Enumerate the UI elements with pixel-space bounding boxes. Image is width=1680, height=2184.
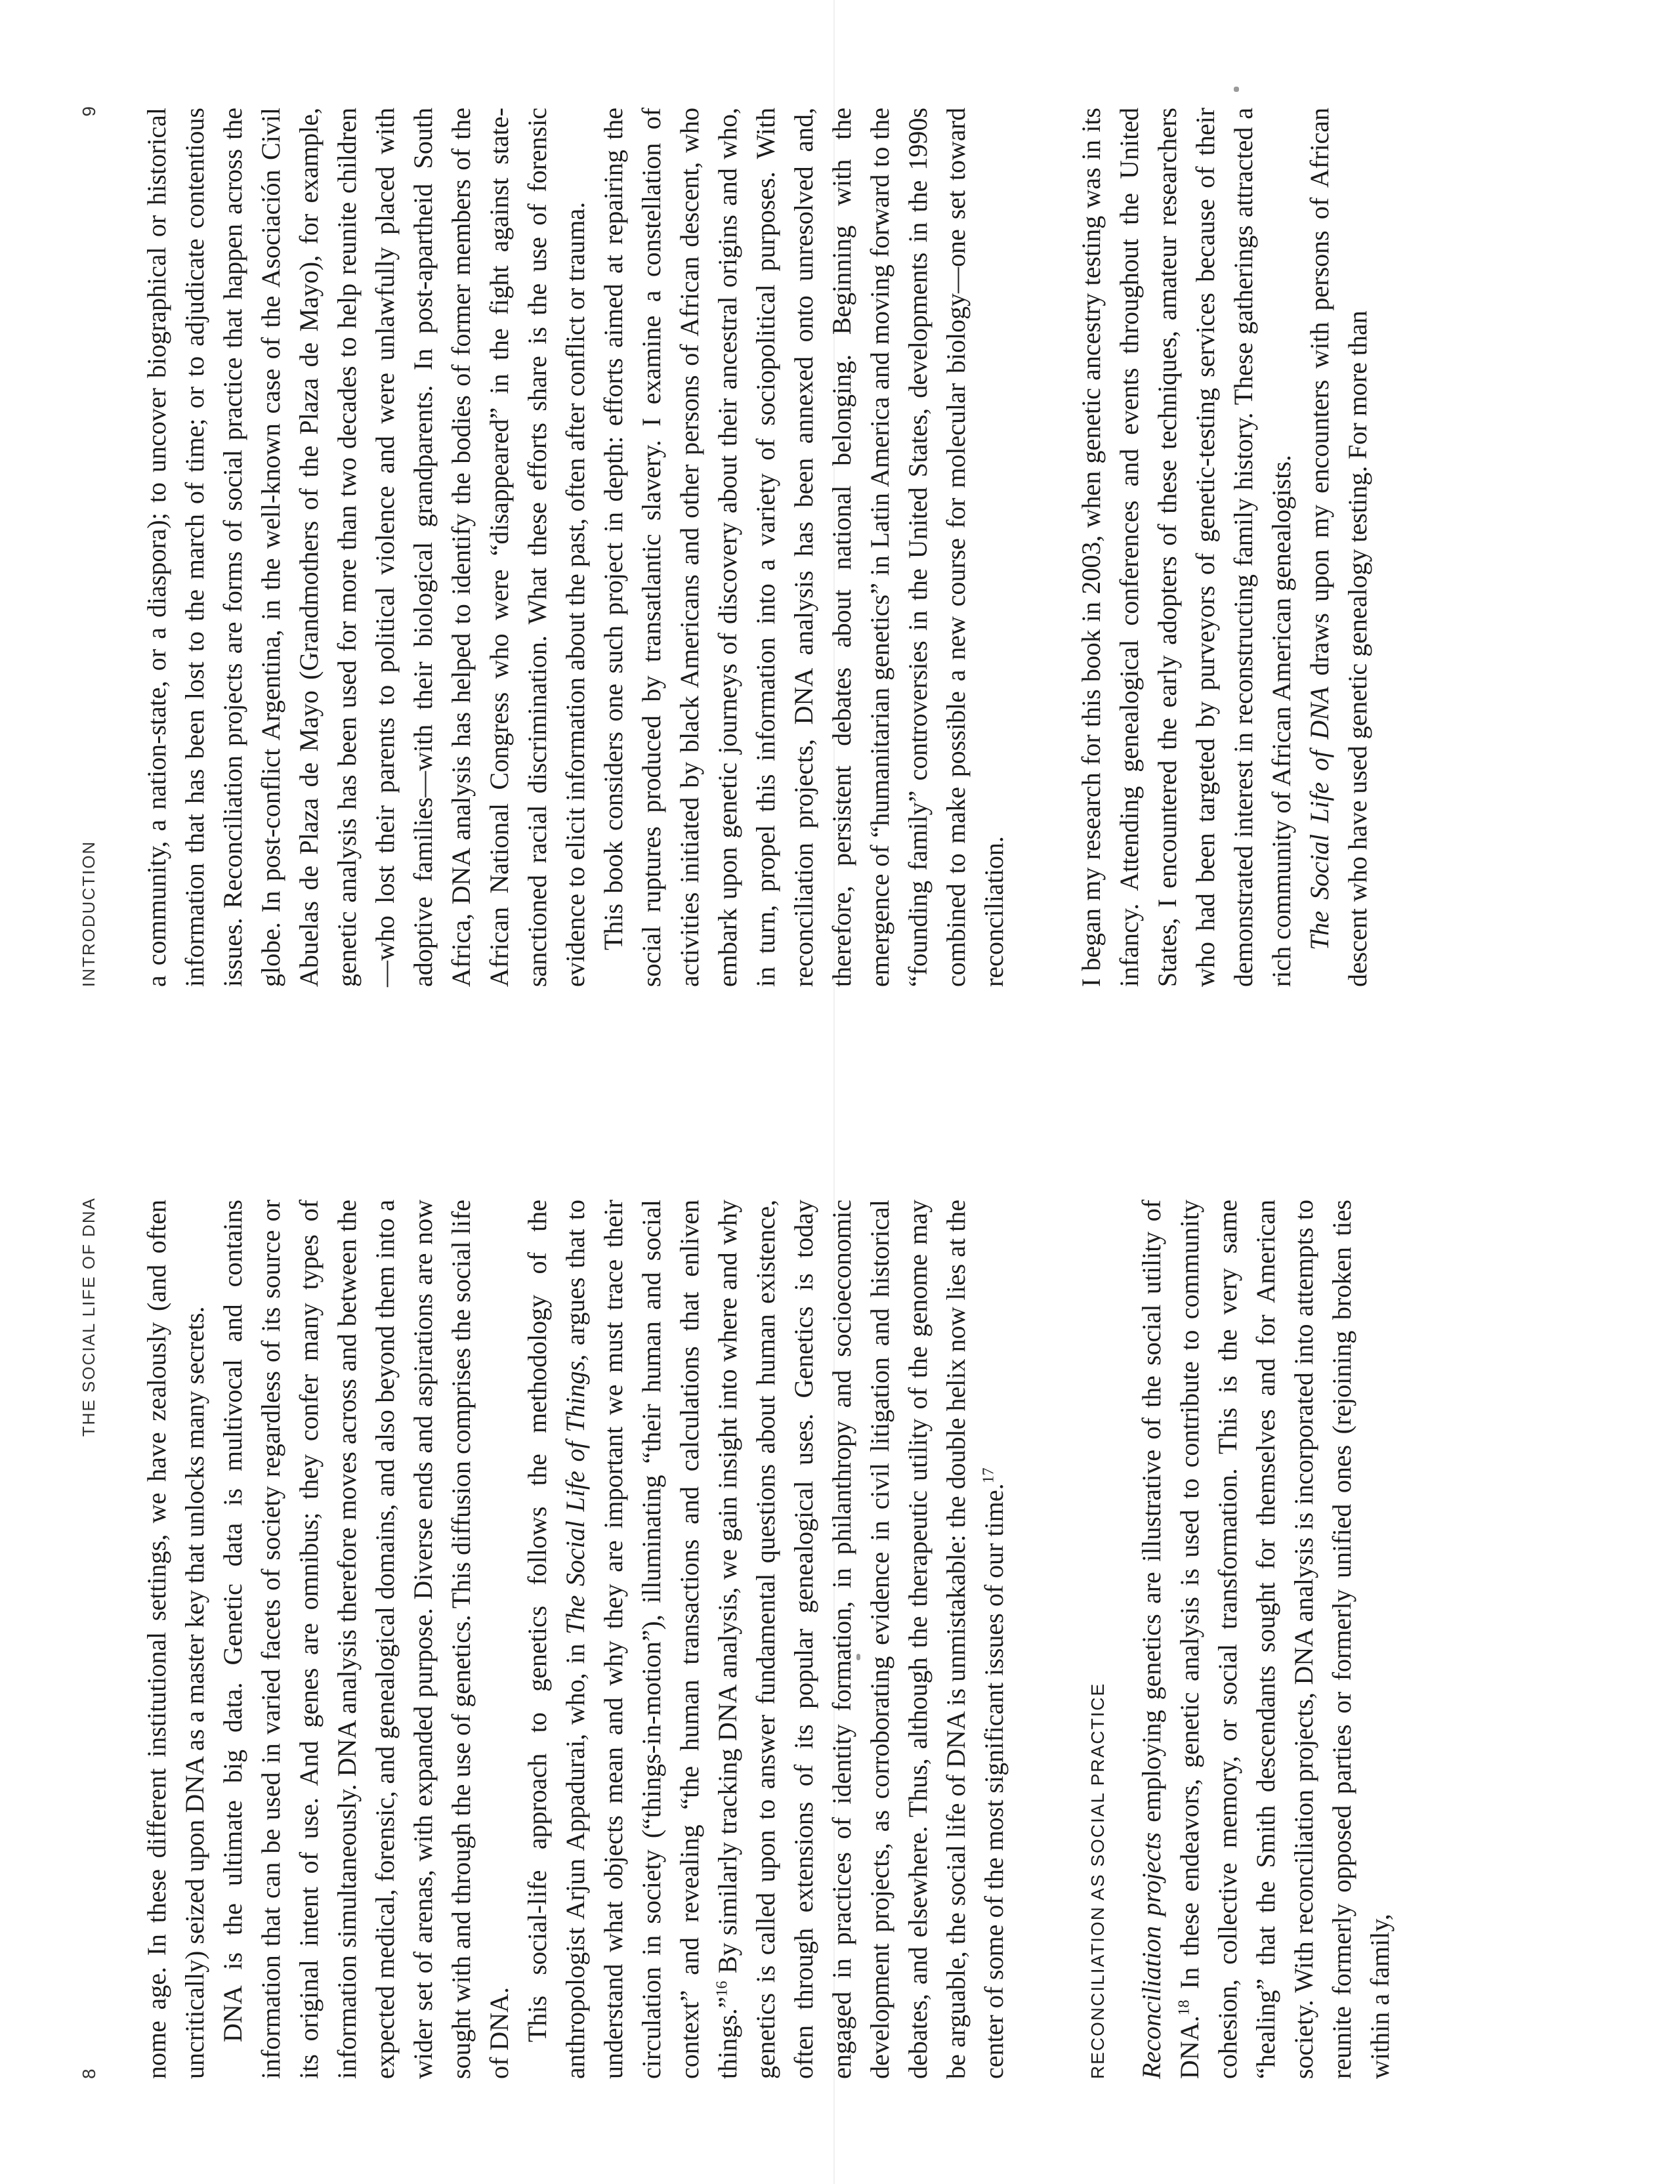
footnote-marker: 16: [713, 1981, 731, 1997]
running-head: [79, 105, 105, 987]
body-text: [138, 1200, 1399, 2079]
text-run: employing genetics are illustrative of the social utility of DNA.: [1137, 1200, 1204, 2079]
text-run: , argues that to understand what objects mean and why they are important we must trace their circulation in society (“things-in-motion”), illuminating “their human and social context” and revealing “the human transactions and calculations that enliven things.”: [560, 1199, 742, 2079]
paragraph: [1133, 1200, 1399, 2079]
running-head: [79, 1197, 105, 2079]
book-title: The Social Life of DNA: [1305, 686, 1334, 950]
body-text: [138, 108, 1377, 987]
left-page: [0, 1092, 1680, 2184]
paragraph: This book considers one such project in depth: efforts aimed at repairing the social ruptures produced by transatlantic slavery. I examine a constellation of activities initiated by black Americans and other persons of African descent, who embark upon genetic journeys of discovery about their ancestral origins and who, in turn, propel this information into a variety of sociopolitical purposes. With reconciliation projects, DNA analysis has been annexed onto unresolved and, therefore, persistent debates about national belonging. Beginning with the emergence of “humanitarian genetics” in Latin America and moving forward to the “founding family” controversies in the United States, developments in the 1990s combined to make possible a new course for molecular biology—one set toward reconciliation.: [598, 108, 1009, 987]
book-title: The Social Life of Things: [560, 1360, 590, 1635]
footnote-marker: 17: [980, 1467, 998, 1484]
paragraph: [518, 1200, 1013, 2079]
text-run: draws upon my encounters with persons of African descent who have used genetic genealogy testing. For more than: [1305, 108, 1372, 987]
page-number: 8: [79, 2067, 99, 2079]
running-head-title: THE SOCIAL LIFE OF DNA: [79, 1197, 98, 1437]
paragraph: nome age. In these different institutional settings, we have zealously (and often uncritically) seized upon DNA as a master key that unlocks many secrets.: [142, 1200, 209, 2079]
text-run: This social-life approach to genetics follows the methodology of the anthropologist Arjun Appadurai, who, in: [522, 1200, 590, 2079]
footnote-marker: 18: [1175, 2000, 1193, 2016]
emphasis: Reconciliation projects: [1137, 1832, 1166, 2079]
section-break: [1013, 108, 1072, 987]
text-run: In these endeavors, genetic analysis is used to contribute to community cohesion, collective memory, or social transformation. This is the very same “healing” that the Smith descendants sought for themselves and for American society. With reconciliation projects, DNA analysis is incorporated into attempts to reunite formerly opposed parties or formerly unified ones (rejoining broken ties within a family,: [1175, 1200, 1395, 2079]
running-head-title: INTRODUCTION: [79, 840, 98, 987]
paragraph: [1301, 108, 1377, 987]
paragraph: a community, a nation-state, or a diaspora); to uncover biographical or historical information that has been lost to the march of time; or to adjudicate contentious issues. Reconciliation projects are forms of social practice that happen across the globe. In post-conflict Argentina, in the well-known case of the Asociación Civil Abuelas de Plaza de Mayo (Grandmothers of the Plaza de Mayo), for example, genetic analysis has been used for more than two decades to help reunite children—who lost their parents to political violence and were unlawfully placed with adoptive families—with their biological grandparents. In post-apartheid South Africa, DNA analysis has helped to identify the bodies of former members of the African National Congress who were “disappeared” in the fight against state-sanctioned racial discrimination. What these efforts share is the use of forensic evidence to elicit information about the past, often after conflict or trauma.: [142, 108, 590, 987]
section-heading: RECONCILIATION AS SOCIAL PRACTICE: [1087, 1682, 1108, 2079]
paragraph: I began my research for this book in 2003, when genetic ancestry testing was in its infancy. Attending genealogical conferences and events throughout the United States, I encountered the early adopters of these techniques, amateur researchers who had been targeted by purveyors of genetic-testing services because of their demonstrated interest in reconstructing family history. These gatherings attracted a rich community of African American genealogists.: [1076, 108, 1296, 987]
text-run: By similarly tracking DNA analysis, we gain insight into where and why genetics is called upon to answer fundamental questions about human existence, often through extensions of its popular genealogical uses. Genetics is today engaged in practices of identity formation, in philanthropy and socioeconomic development projects, as corroborating evidence in civil litigation and historical debates, and elsewhere. Thus, although the therapeutic utility of the genome may be arguable, the social life of DNA is unmistakable: the double helix now lies at the center of some of the most significant issues of our time.: [713, 1200, 1009, 2079]
paragraph: DNA is the ultimate big data. Genetic data is multivocal and contains information that can be used in varied facets of society regardless of its source or its original intent of use. And genes are omnibus; they confer many types of information simultaneously. DNA analysis therefore moves across and between the expected medical, forensic, and genealogical domains, and also beyond them into a wider set of arenas, with expanded purpose. Diverse ends and aspirations are now sought with and through the use of genetics. This diffusion comprises the social life of DNA.: [218, 1200, 514, 2079]
page-number: 9: [79, 105, 99, 117]
